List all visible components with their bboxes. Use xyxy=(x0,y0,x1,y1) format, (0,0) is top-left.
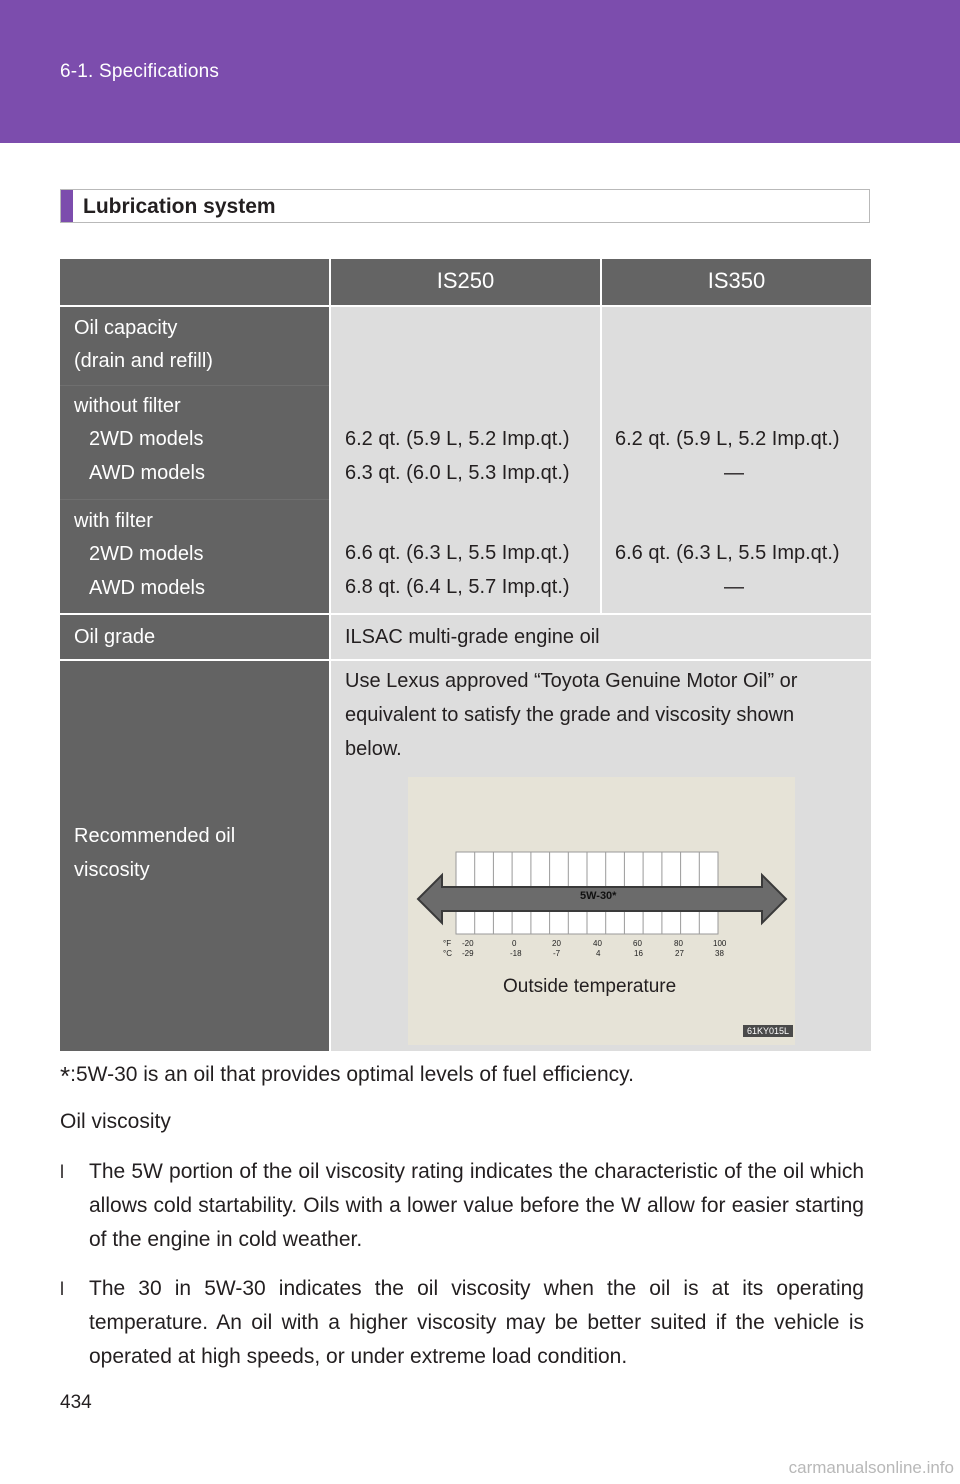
bullet-item xyxy=(60,1155,864,1257)
tick-c: 27 xyxy=(675,949,684,958)
without-filter-awd-label: AWD models xyxy=(89,462,205,484)
is250-with-filter-awd: 6.8 qt. (6.4 L, 5.7 Imp.qt.) xyxy=(345,576,570,598)
with-filter-label-cell xyxy=(60,500,329,613)
figure-code: 61KY015L xyxy=(743,1025,793,1037)
is250-without-filter-2wd: 6.2 qt. (5.9 L, 5.2 Imp.qt.) xyxy=(345,428,570,450)
column-header-is350: IS350 xyxy=(707,268,766,293)
tick-f: 0 xyxy=(512,939,517,948)
viscosity-value-cell xyxy=(331,661,871,1051)
header-band xyxy=(0,0,960,143)
tick-f: 60 xyxy=(633,939,642,948)
oil-capacity-label-cell xyxy=(60,307,329,385)
viscosity-text-line3: below. xyxy=(345,738,402,760)
footnote-mark: * xyxy=(60,1061,71,1091)
oil-grade-value-cell xyxy=(331,615,871,659)
header-divider xyxy=(329,259,331,305)
is350-without-filter-awd: — xyxy=(724,462,744,484)
viscosity-label-cell xyxy=(60,661,329,1051)
section-title: Lubrication system xyxy=(83,195,276,218)
bullet-text: The 30 in 5W-30 indicates the oil viscosity when the oil is at its operating temperature. An oil with a higher viscosity may be better suited if the vehicle is operated at high speeds, or under extreme load condition. xyxy=(89,1277,864,1368)
viscosity-chart-svg xyxy=(408,777,795,1045)
tick-c: 38 xyxy=(715,949,724,958)
tick-c: -7 xyxy=(553,949,561,958)
viscosity-grade-label: 5W-30* xyxy=(580,890,617,902)
tick-f: 20 xyxy=(552,939,561,948)
oil-grade-label: Oil grade xyxy=(74,626,156,648)
bullet-item xyxy=(60,1272,864,1374)
chart-grid-top xyxy=(456,852,718,889)
without-filter-label-cell xyxy=(60,386,329,499)
tick-f: 100 xyxy=(713,939,727,948)
bullet-mark: l xyxy=(60,1162,64,1182)
oil-grade-label-cell xyxy=(60,615,329,659)
without-filter-label: without filter xyxy=(74,395,181,417)
is250-without-filter-awd: 6.3 qt. (6.0 L, 5.3 Imp.qt.) xyxy=(345,462,570,484)
oil-grade-value: ILSAC multi-grade engine oil xyxy=(345,626,600,648)
tick-c: 4 xyxy=(596,949,601,958)
with-filter-awd-label: AWD models xyxy=(89,577,205,599)
footnote xyxy=(60,1058,634,1093)
viscosity-text-line2: equivalent to satisfy the grade and viscosity shown xyxy=(345,704,795,726)
oil-capacity-sublabel: (drain and refill) xyxy=(74,350,213,372)
with-filter-2wd-label: 2WD models xyxy=(89,543,204,565)
tick-c: -18 xyxy=(510,949,522,958)
tick-c: -29 xyxy=(462,949,474,958)
section-breadcrumb: 6-1. Specifications xyxy=(60,61,220,82)
viscosity-label-line2: viscosity xyxy=(74,859,150,881)
is350-without-filter-2wd: 6.2 qt. (5.9 L, 5.2 Imp.qt.) xyxy=(615,428,840,450)
viscosity-figure xyxy=(408,777,795,1045)
bullet-mark: l xyxy=(60,1279,64,1299)
unit-celsius: °C xyxy=(443,949,452,958)
lubrication-table xyxy=(60,259,871,1051)
tick-f: -20 xyxy=(462,939,474,948)
subheading-oil-viscosity: Oil viscosity xyxy=(60,1110,171,1133)
viscosity-text-line1: Use Lexus approved “Toyota Genuine Motor Oil” or xyxy=(345,670,798,692)
watermark: carmanualsonline.info xyxy=(788,1458,954,1477)
column-divider xyxy=(600,307,602,613)
tick-c: 16 xyxy=(634,949,643,958)
is250-with-filter-2wd: 6.6 qt. (6.3 L, 5.5 Imp.qt.) xyxy=(345,542,570,564)
section-title-accent xyxy=(61,190,73,222)
unit-fahrenheit: °F xyxy=(443,939,452,948)
column-header-is250: IS250 xyxy=(436,268,495,293)
is350-with-filter-awd: — xyxy=(724,576,744,598)
without-filter-2wd-label: 2WD models xyxy=(89,428,204,450)
section-title-box xyxy=(60,189,870,223)
table-header-row xyxy=(60,259,871,305)
is350-with-filter-2wd: 6.6 qt. (6.3 L, 5.5 Imp.qt.) xyxy=(615,542,840,564)
tick-f: 40 xyxy=(593,939,602,948)
footnote-text: :5W-30 is an oil that provides optimal levels of fuel efficiency. xyxy=(70,1063,634,1086)
figure-caption: Outside temperature xyxy=(503,976,677,997)
viscosity-label-line1: Recommended oil xyxy=(74,825,236,847)
oil-capacity-label: Oil capacity xyxy=(74,317,178,339)
with-filter-label: with filter xyxy=(74,510,153,532)
bullet-text: The 5W portion of the oil viscosity rating indicates the characteristic of the oil which allows cold startability. Oils with a lower value before the W allow for easier starting of the engine in cold weather. xyxy=(89,1160,864,1251)
page-number: 434 xyxy=(60,1392,92,1413)
tick-f: 80 xyxy=(674,939,683,948)
